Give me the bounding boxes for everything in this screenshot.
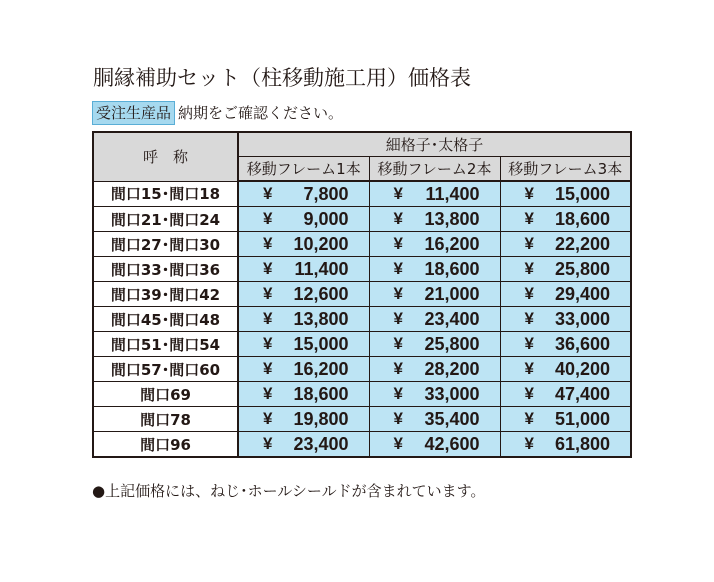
- price-cell: [369, 432, 500, 458]
- yen-symbol: ¥: [524, 434, 534, 453]
- price-value: 18,600: [554, 208, 610, 229]
- table-row: [93, 282, 631, 307]
- price-cell: [500, 382, 631, 407]
- price-cell: [500, 307, 631, 332]
- yen-symbol: ¥: [524, 259, 534, 278]
- yen-symbol: ¥: [393, 184, 403, 203]
- price-cell: [238, 232, 369, 257]
- price-cell: [500, 232, 631, 257]
- yen-symbol: ¥: [263, 184, 273, 203]
- price-cell: [500, 407, 631, 432]
- price-value: 15,000: [293, 333, 349, 354]
- row-name: 間口39･間口42: [93, 282, 238, 307]
- yen-symbol: ¥: [263, 259, 273, 278]
- price-value: 40,200: [554, 358, 610, 379]
- price-value: 19,800: [293, 408, 349, 429]
- price-value: 35,400: [424, 408, 480, 429]
- price-value: 21,000: [424, 283, 480, 304]
- price-cell: [369, 382, 500, 407]
- row-name: 間口78: [93, 407, 238, 432]
- price-cell: [500, 357, 631, 382]
- row-name: 間口33･間口36: [93, 257, 238, 282]
- table-row: [93, 332, 631, 357]
- yen-symbol: ¥: [393, 384, 403, 403]
- yen-symbol: ¥: [263, 284, 273, 303]
- yen-symbol: ¥: [393, 334, 403, 353]
- yen-symbol: ¥: [393, 309, 403, 328]
- price-value: 22,200: [554, 233, 610, 254]
- price-table: [92, 131, 632, 458]
- price-value: 16,200: [424, 233, 480, 254]
- price-value: 33,000: [554, 308, 610, 329]
- table-row: [93, 432, 631, 458]
- group-column-header: 細格子･太格子: [238, 132, 631, 157]
- table-row: [93, 181, 631, 207]
- price-cell: [369, 407, 500, 432]
- table-row: [93, 407, 631, 432]
- price-value: 47,400: [554, 383, 610, 404]
- price-value: 11,400: [294, 258, 349, 279]
- yen-symbol: ¥: [263, 309, 273, 328]
- price-value: 29,400: [554, 283, 610, 304]
- yen-symbol: ¥: [524, 234, 534, 253]
- price-cell: [500, 282, 631, 307]
- yen-symbol: ¥: [263, 359, 273, 378]
- row-name: 間口21･間口24: [93, 207, 238, 232]
- yen-symbol: ¥: [393, 234, 403, 253]
- yen-symbol: ¥: [393, 284, 403, 303]
- yen-symbol: ¥: [524, 309, 534, 328]
- price-cell: [369, 232, 500, 257]
- table-row: [93, 307, 631, 332]
- price-cell: [500, 181, 631, 207]
- price-cell: [238, 257, 369, 282]
- price-value: 33,000: [424, 383, 480, 404]
- table-header-row: [93, 132, 631, 157]
- delivery-note: 納期をご確認ください。: [178, 104, 344, 122]
- yen-symbol: ¥: [393, 409, 403, 428]
- price-value: 18,600: [293, 383, 349, 404]
- table-row: [93, 257, 631, 282]
- price-cell: [369, 257, 500, 282]
- price-cell: [369, 332, 500, 357]
- price-value: 18,600: [424, 258, 480, 279]
- price-cell: [238, 407, 369, 432]
- row-name: 間口69: [93, 382, 238, 407]
- price-value: 13,800: [424, 208, 480, 229]
- price-cell: [500, 207, 631, 232]
- name-column-header: 呼 称: [93, 132, 238, 181]
- price-cell: [238, 382, 369, 407]
- yen-symbol: ¥: [393, 209, 403, 228]
- yen-symbol: ¥: [524, 184, 534, 203]
- price-value: 23,400: [293, 433, 349, 454]
- price-cell: [238, 307, 369, 332]
- page-title: 胴縁補助セット（柱移動施工用）価格表: [93, 66, 471, 90]
- table-row: [93, 232, 631, 257]
- price-value: 7,800: [303, 183, 349, 204]
- price-table-body: [93, 181, 631, 457]
- yen-symbol: ¥: [524, 409, 534, 428]
- yen-symbol: ¥: [263, 384, 273, 403]
- price-cell: [238, 207, 369, 232]
- price-value: 12,600: [293, 283, 349, 304]
- table-row: [93, 357, 631, 382]
- footnote: ●上記価格には、ねじ･ホールシールドが含まれています。: [92, 482, 486, 500]
- price-cell: [500, 332, 631, 357]
- yen-symbol: ¥: [524, 284, 534, 303]
- price-cell: [369, 307, 500, 332]
- yen-symbol: ¥: [393, 359, 403, 378]
- row-name: 間口27･間口30: [93, 232, 238, 257]
- row-name: 間口51･間口54: [93, 332, 238, 357]
- row-name: 間口15･間口18: [93, 181, 238, 207]
- price-cell: [369, 357, 500, 382]
- row-name: 間口96: [93, 432, 238, 458]
- yen-symbol: ¥: [524, 384, 534, 403]
- yen-symbol: ¥: [393, 259, 403, 278]
- yen-symbol: ¥: [263, 334, 273, 353]
- price-cell: [369, 207, 500, 232]
- price-value: 9,000: [303, 208, 349, 229]
- price-cell: [238, 181, 369, 207]
- price-value: 13,800: [293, 308, 349, 329]
- price-value: 61,800: [554, 433, 610, 454]
- price-value: 11,400: [425, 183, 480, 204]
- price-value: 15,000: [554, 183, 610, 204]
- table-row: [93, 382, 631, 407]
- price-cell: [238, 357, 369, 382]
- price-cell: [369, 181, 500, 207]
- price-value: 51,000: [554, 408, 610, 429]
- table-row: [93, 207, 631, 232]
- yen-symbol: ¥: [263, 209, 273, 228]
- price-cell: [238, 282, 369, 307]
- made-to-order-badge: 受注生産品: [92, 101, 175, 125]
- yen-symbol: ¥: [524, 334, 534, 353]
- price-cell: [500, 432, 631, 458]
- yen-symbol: ¥: [524, 359, 534, 378]
- row-name: 間口45･間口48: [93, 307, 238, 332]
- delivery-notice: [92, 101, 343, 125]
- price-cell: [500, 257, 631, 282]
- price-value: 25,800: [554, 258, 610, 279]
- column-header-frame-2: 移動フレーム2本: [369, 157, 500, 182]
- yen-symbol: ¥: [524, 209, 534, 228]
- yen-symbol: ¥: [263, 409, 273, 428]
- price-value: 10,200: [293, 233, 349, 254]
- price-value: 36,600: [554, 333, 610, 354]
- yen-symbol: ¥: [393, 434, 403, 453]
- row-name: 間口57･間口60: [93, 357, 238, 382]
- price-cell: [238, 432, 369, 458]
- column-header-frame-3: 移動フレーム3本: [500, 157, 631, 182]
- column-header-frame-1: 移動フレーム1本: [238, 157, 369, 182]
- price-value: 28,200: [424, 358, 480, 379]
- price-value: 16,200: [293, 358, 349, 379]
- price-value: 23,400: [424, 308, 480, 329]
- yen-symbol: ¥: [263, 434, 273, 453]
- price-value: 42,600: [424, 433, 480, 454]
- price-value: 25,800: [424, 333, 480, 354]
- yen-symbol: ¥: [263, 234, 273, 253]
- price-cell: [238, 332, 369, 357]
- price-cell: [369, 282, 500, 307]
